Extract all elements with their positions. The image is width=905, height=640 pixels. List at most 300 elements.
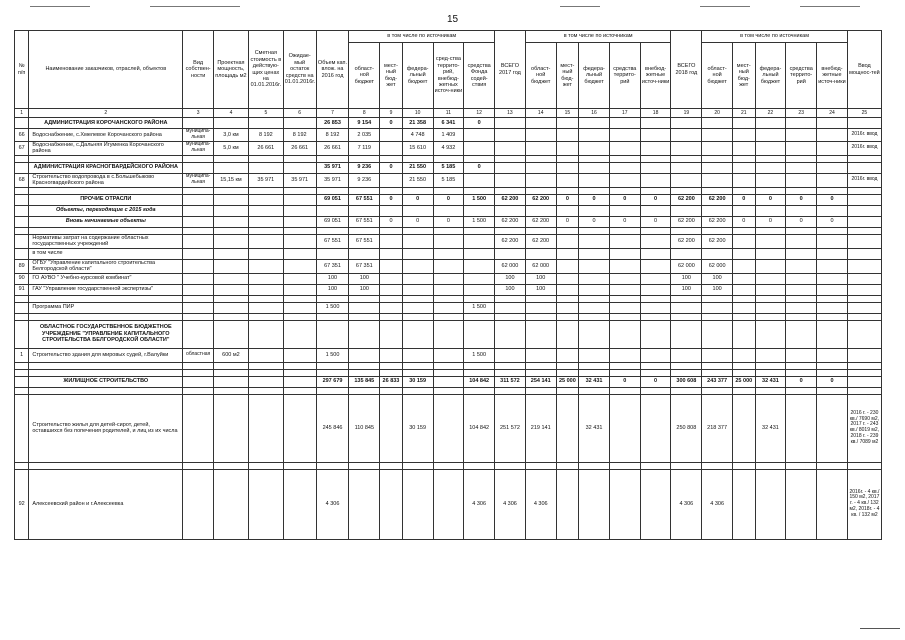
table-cell <box>495 205 526 216</box>
table-cell <box>248 227 283 234</box>
table-cell <box>495 313 526 320</box>
table-cell: 8 192 <box>316 129 349 142</box>
table-row <box>15 205 882 216</box>
table-cell <box>640 205 671 216</box>
table-cell <box>755 387 786 394</box>
table-cell: 1 500 <box>316 348 349 362</box>
table-cell <box>817 234 848 248</box>
table-cell <box>248 462 283 469</box>
table-cell: 2016г. ввод <box>847 141 881 155</box>
table-cell <box>316 155 349 162</box>
table-cell <box>579 302 610 313</box>
table-cell <box>755 362 786 369</box>
table-cell: 100 <box>495 273 526 284</box>
table-cell <box>755 248 786 259</box>
table-cell: 67 551 <box>316 234 349 248</box>
table-cell <box>640 362 671 369</box>
table-cell <box>733 284 756 295</box>
table-cell <box>786 234 817 248</box>
column-number: 7 <box>316 109 349 118</box>
table-cell <box>817 284 848 295</box>
table-cell: 4 306 <box>671 469 702 539</box>
table-cell <box>380 369 403 376</box>
table-cell <box>464 387 495 394</box>
table-row <box>15 362 882 369</box>
table-cell <box>556 348 579 362</box>
table-cell <box>495 187 526 194</box>
table-cell: 25 000 <box>556 376 579 387</box>
table-cell <box>214 394 249 462</box>
table-cell <box>214 462 249 469</box>
table-cell: 0 <box>640 194 671 205</box>
column-number: 6 <box>283 109 316 118</box>
row-name-cell: АДМИНИСТРАЦИЯ КРАСНОГВАРДЕЙСКОГО РАЙОНА <box>29 162 183 173</box>
table-cell: 600 м2 <box>214 348 249 362</box>
table-cell <box>671 248 702 259</box>
table-cell <box>640 320 671 348</box>
table-cell <box>433 284 464 295</box>
table-cell: 7 119 <box>349 141 380 155</box>
table-cell: 62 200 <box>525 234 556 248</box>
table-cell <box>755 369 786 376</box>
table-cell <box>214 295 249 302</box>
table-cell <box>786 295 817 302</box>
table-cell <box>495 302 526 313</box>
table-cell: 32 431 <box>755 376 786 387</box>
table-cell <box>702 313 733 320</box>
table-cell <box>380 173 403 187</box>
col-header-16: федера-льный бюджет <box>579 43 610 109</box>
table-cell <box>433 227 464 234</box>
table-cell <box>786 302 817 313</box>
table-cell <box>609 273 640 284</box>
table-cell <box>214 273 249 284</box>
table-cell: 62 200 <box>495 194 526 205</box>
table-cell <box>556 234 579 248</box>
table-cell <box>640 259 671 273</box>
col-header-18: внебюд-жетные источ-ники <box>640 43 671 109</box>
table-cell <box>214 320 249 348</box>
table-cell <box>579 162 610 173</box>
table-cell <box>786 129 817 142</box>
table-cell: 32 431 <box>755 394 786 462</box>
column-number: 12 <box>464 109 495 118</box>
table-cell <box>380 155 403 162</box>
table-cell <box>402 259 433 273</box>
table-cell <box>525 129 556 142</box>
table-cell: 0 <box>579 216 610 227</box>
table-cell <box>316 187 349 194</box>
table-cell: 21 550 <box>402 173 433 187</box>
table-cell <box>525 141 556 155</box>
table-cell <box>316 320 349 348</box>
table-cell: 0 <box>817 376 848 387</box>
col-header-12: средства Фонда содей-ствия <box>464 43 495 109</box>
table-cell <box>556 173 579 187</box>
table-cell <box>214 118 249 129</box>
table-cell <box>786 362 817 369</box>
table-cell: 6 341 <box>433 118 464 129</box>
table-cell <box>283 376 316 387</box>
table-cell: 297 679 <box>316 376 349 387</box>
table-cell: 35 971 <box>316 162 349 173</box>
table-cell <box>380 205 403 216</box>
row-name-cell <box>29 362 183 369</box>
table-cell <box>702 162 733 173</box>
table-cell <box>349 155 380 162</box>
table-cell <box>609 141 640 155</box>
table-cell <box>283 273 316 284</box>
table-cell <box>755 320 786 348</box>
col-header-1: № п/п <box>15 31 29 109</box>
table-cell <box>755 462 786 469</box>
table-cell <box>671 313 702 320</box>
column-number-row <box>15 109 882 118</box>
table-cell <box>495 155 526 162</box>
col-header-3: Вид собствен-ности <box>183 31 214 109</box>
column-number: 17 <box>609 109 640 118</box>
table-cell <box>433 248 464 259</box>
table-cell <box>755 129 786 142</box>
table-cell: 32 431 <box>579 394 610 462</box>
table-cell <box>15 234 29 248</box>
table-cell: 218 377 <box>702 394 733 462</box>
table-cell <box>495 295 526 302</box>
table-cell <box>248 118 283 129</box>
table-cell <box>402 227 433 234</box>
table-cell <box>214 302 249 313</box>
table-cell <box>671 129 702 142</box>
table-cell <box>786 205 817 216</box>
table-cell <box>755 205 786 216</box>
table-cell: 0 <box>380 194 403 205</box>
table-row <box>15 394 882 462</box>
table-cell <box>495 129 526 142</box>
table-cell <box>640 155 671 162</box>
table-cell: 0 <box>733 194 756 205</box>
table-cell <box>702 369 733 376</box>
table-cell <box>671 295 702 302</box>
table-cell <box>183 205 214 216</box>
table-cell <box>402 469 433 539</box>
table-cell <box>380 469 403 539</box>
table-cell: 35 971 <box>283 173 316 187</box>
table-cell <box>283 295 316 302</box>
table-cell <box>733 141 756 155</box>
table-cell: 9 154 <box>349 118 380 129</box>
table-cell: 62 200 <box>671 194 702 205</box>
table-cell <box>525 173 556 187</box>
table-cell <box>579 295 610 302</box>
table-cell <box>786 369 817 376</box>
table-cell <box>183 313 214 320</box>
table-row <box>15 273 882 284</box>
table-cell <box>786 394 817 462</box>
table-cell <box>579 259 610 273</box>
table-row <box>15 320 882 348</box>
table-cell: 311 572 <box>495 376 526 387</box>
table-cell <box>183 376 214 387</box>
table-cell <box>464 295 495 302</box>
table-cell: 0 <box>609 194 640 205</box>
col-header-8: област-ной бюджет <box>349 43 380 109</box>
table-cell: 0 <box>609 376 640 387</box>
table-cell: 0 <box>464 162 495 173</box>
table-cell <box>495 227 526 234</box>
table-cell <box>817 394 848 462</box>
table-cell <box>733 320 756 348</box>
table-cell: 67 551 <box>349 216 380 227</box>
table-cell <box>556 155 579 162</box>
table-cell <box>525 205 556 216</box>
column-number: 13 <box>495 109 526 118</box>
table-cell <box>283 369 316 376</box>
table-cell <box>702 320 733 348</box>
table-cell: 92 <box>15 469 29 539</box>
table-cell <box>214 162 249 173</box>
column-number: 24 <box>817 109 848 118</box>
table-cell: 4 306 <box>495 469 526 539</box>
table-cell <box>248 248 283 259</box>
table-cell: областная <box>183 348 214 362</box>
table-cell <box>755 469 786 539</box>
table-cell <box>183 273 214 284</box>
table-cell <box>433 313 464 320</box>
table-cell: 100 <box>349 273 380 284</box>
table-cell <box>402 313 433 320</box>
table-cell: 21 550 <box>402 162 433 173</box>
table-cell: 100 <box>495 284 526 295</box>
table-cell <box>755 348 786 362</box>
table-cell <box>495 362 526 369</box>
table-cell <box>464 273 495 284</box>
table-cell <box>283 362 316 369</box>
table-cell <box>786 469 817 539</box>
table-cell: 135 845 <box>349 376 380 387</box>
table-cell <box>183 302 214 313</box>
table-cell <box>579 462 610 469</box>
table-cell <box>283 469 316 539</box>
table-cell: 62 000 <box>525 259 556 273</box>
table-cell <box>283 227 316 234</box>
table-cell <box>847 259 881 273</box>
table-cell <box>495 118 526 129</box>
table-cell <box>402 295 433 302</box>
table-row <box>15 118 882 129</box>
table-cell <box>817 259 848 273</box>
row-name-cell: Строительство жилья для детей-сирот, детей, оставшихся без попечения родителей, и лиц из их числа <box>29 394 183 462</box>
table-cell <box>15 248 29 259</box>
table-cell <box>214 194 249 205</box>
table-cell <box>755 187 786 194</box>
table-cell <box>15 369 29 376</box>
table-cell <box>786 320 817 348</box>
table-cell <box>786 155 817 162</box>
table-cell <box>433 376 464 387</box>
table-cell <box>283 155 316 162</box>
table-cell <box>183 118 214 129</box>
table-cell <box>786 462 817 469</box>
table-cell <box>609 234 640 248</box>
table-cell: 0 <box>556 194 579 205</box>
table-cell <box>556 273 579 284</box>
table-cell <box>316 313 349 320</box>
table-cell <box>702 205 733 216</box>
col-header-4: Проектная мощность, площадь м2 <box>214 31 249 109</box>
table-cell <box>671 205 702 216</box>
table-cell: 62 200 <box>702 216 733 227</box>
table-cell: 300 608 <box>671 376 702 387</box>
table-cell <box>702 141 733 155</box>
table-cell: 67 551 <box>349 194 380 205</box>
table-cell <box>214 227 249 234</box>
table-cell <box>248 273 283 284</box>
table-cell <box>556 187 579 194</box>
table-cell <box>847 273 881 284</box>
table-cell <box>402 320 433 348</box>
table-cell <box>847 348 881 362</box>
table-cell <box>380 141 403 155</box>
table-cell <box>671 348 702 362</box>
table-cell <box>640 248 671 259</box>
table-cell <box>786 162 817 173</box>
table-cell <box>214 362 249 369</box>
table-cell <box>733 394 756 462</box>
row-name-cell: Нормативы затрат на содержание областных государственных учреждений <box>29 234 183 248</box>
table-cell <box>433 348 464 362</box>
table-cell <box>316 205 349 216</box>
table-cell <box>556 295 579 302</box>
table-cell: 66 <box>15 129 29 142</box>
table-cell <box>847 248 881 259</box>
table-cell <box>786 284 817 295</box>
table-cell <box>609 469 640 539</box>
table-cell <box>248 369 283 376</box>
table-cell <box>349 248 380 259</box>
top-rule-2 <box>150 6 240 7</box>
table-cell <box>755 273 786 284</box>
table-cell <box>733 369 756 376</box>
table-cell <box>214 248 249 259</box>
table-cell <box>579 313 610 320</box>
table-cell <box>847 194 881 205</box>
table-cell <box>283 394 316 462</box>
table-cell <box>671 187 702 194</box>
table-cell <box>433 462 464 469</box>
table-cell: 0 <box>380 118 403 129</box>
table-cell <box>214 313 249 320</box>
row-name-cell: АДМИНИСТРАЦИЯ КОРОЧАНСКОГО РАЙОНА <box>29 118 183 129</box>
table-cell: 1 409 <box>433 129 464 142</box>
table-cell <box>525 302 556 313</box>
table-row <box>15 227 882 234</box>
table-cell <box>847 295 881 302</box>
table-cell <box>556 118 579 129</box>
table-cell <box>183 369 214 376</box>
table-cell <box>15 302 29 313</box>
column-number: 4 <box>214 109 249 118</box>
table-cell <box>609 187 640 194</box>
table-cell <box>15 362 29 369</box>
table-cell: 219 141 <box>525 394 556 462</box>
table-cell <box>495 462 526 469</box>
table-cell <box>248 187 283 194</box>
table-cell: 0 <box>817 194 848 205</box>
top-rule-1 <box>30 6 90 7</box>
table-cell <box>349 387 380 394</box>
table-cell <box>786 348 817 362</box>
table-cell <box>402 348 433 362</box>
table-cell: 89 <box>15 259 29 273</box>
table-cell <box>733 118 756 129</box>
table-cell <box>817 469 848 539</box>
table-row <box>15 162 882 173</box>
row-name-cell: ОГБУ "Управление капитального строительства Белгородской области" <box>29 259 183 273</box>
table-cell <box>702 348 733 362</box>
table-cell <box>609 462 640 469</box>
table-cell <box>283 187 316 194</box>
table-cell <box>15 462 29 469</box>
table-cell <box>183 284 214 295</box>
table-cell: 4 306 <box>702 469 733 539</box>
table-cell <box>349 320 380 348</box>
table-cell <box>464 227 495 234</box>
column-number: 18 <box>640 109 671 118</box>
table-cell: 1 500 <box>316 302 349 313</box>
table-cell <box>525 295 556 302</box>
table-cell: 8 192 <box>248 129 283 142</box>
table-cell: 62 200 <box>525 216 556 227</box>
table-cell <box>702 118 733 129</box>
table-cell <box>640 387 671 394</box>
table-cell <box>15 162 29 173</box>
table-cell <box>817 155 848 162</box>
table-cell <box>349 205 380 216</box>
table-cell <box>847 362 881 369</box>
table-cell <box>283 302 316 313</box>
table-cell: 0 <box>380 216 403 227</box>
table-cell <box>283 216 316 227</box>
table-row <box>15 295 882 302</box>
table-cell <box>402 205 433 216</box>
table-cell <box>817 362 848 369</box>
table-cell <box>248 362 283 369</box>
table-cell <box>733 162 756 173</box>
table-cell <box>702 155 733 162</box>
table-cell <box>609 155 640 162</box>
table-cell <box>433 259 464 273</box>
table-cell <box>817 320 848 348</box>
table-cell <box>847 320 881 348</box>
table-cell <box>433 187 464 194</box>
table-cell <box>380 129 403 142</box>
table-cell: 100 <box>316 273 349 284</box>
table-cell <box>402 369 433 376</box>
table-cell <box>464 234 495 248</box>
investment-table <box>14 30 882 540</box>
table-cell: 2016 г. - 230 кв./ 7690 м2, 2017 г. - 243 кв./ 8019 м2, 2018 г. - 239 кв./ 7089 м2 <box>847 394 881 462</box>
col-header-9: мест-ный бюд-жет <box>380 43 403 109</box>
row-name-cell <box>29 313 183 320</box>
table-cell <box>349 469 380 539</box>
table-cell <box>248 295 283 302</box>
table-cell <box>183 194 214 205</box>
table-cell <box>817 387 848 394</box>
table-cell <box>464 205 495 216</box>
table-row <box>15 141 882 155</box>
table-cell: 62 200 <box>495 234 526 248</box>
table-cell <box>525 348 556 362</box>
